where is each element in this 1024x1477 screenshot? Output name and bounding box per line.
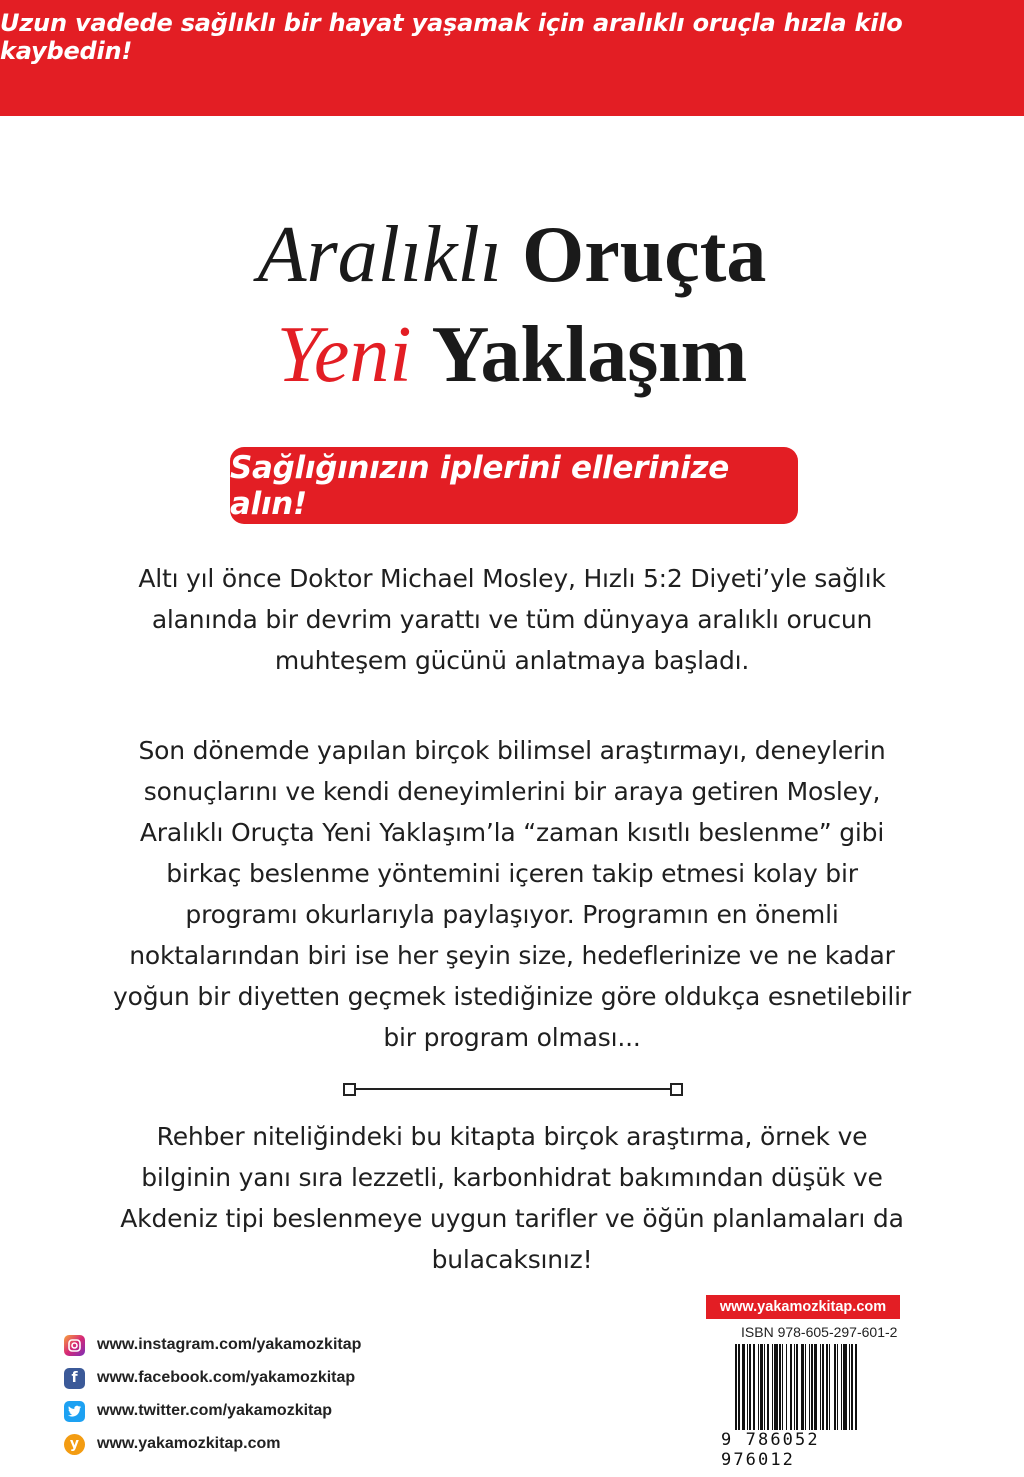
- barcode-bar: [801, 1344, 804, 1430]
- social-instagram[interactable]: [64, 1330, 361, 1360]
- barcode-bar: [820, 1344, 821, 1430]
- barcode-block: [705, 1320, 905, 1470]
- social-twitter[interactable]: [64, 1396, 361, 1426]
- social-website-text: www.yakamozkitap.com: [97, 1435, 281, 1452]
- barcode-bar: [796, 1344, 798, 1430]
- barcode-bar: [786, 1344, 787, 1430]
- title-line2-bold: Yaklaşım: [431, 311, 748, 399]
- barcode-bar: [855, 1344, 857, 1430]
- barcode-bar: [779, 1344, 781, 1430]
- barcode-bar: [814, 1344, 816, 1430]
- paragraph-1: Altı yıl önce Doktor Michael Mosley, Hızlı 5:2 Diyeti’yle sağlık alanında bir devrim yarattı ve tüm dünyaya aralıklı orucun muhteşem gücünü anlatmaya başladı.: [138, 564, 886, 675]
- isbn-label: ISBN 978-605-297-601-2: [741, 1324, 898, 1340]
- banner-text: Uzun vadede sağlıklı bir hayat yaşamak için aralıklı oruçla hızla kilo kaybedin!: [0, 9, 903, 65]
- barcode-bar: [834, 1344, 836, 1430]
- barcode-bar: [809, 1344, 810, 1430]
- tagline-text: Sağlığınızın iplerini ellerinize alın!: [230, 449, 729, 522]
- barcode-bar: [851, 1344, 853, 1430]
- barcode-bar: [790, 1344, 792, 1430]
- barcode-bar: [749, 1344, 751, 1430]
- barcode-bar: [837, 1344, 838, 1430]
- barcode-bar: [774, 1344, 777, 1430]
- social-instagram-text: www.instagram.com/yakamozkitap: [97, 1336, 362, 1353]
- barcode-bar: [849, 1344, 850, 1430]
- twitter-icon: [64, 1401, 85, 1422]
- barcode-bar: [794, 1344, 795, 1430]
- barcode-bar: [738, 1344, 739, 1430]
- title-line-1: [0, 211, 1024, 299]
- barcode-bar: [735, 1344, 737, 1430]
- social-twitter-text: www.twitter.com/yakamozkitap: [97, 1402, 333, 1419]
- title-line1-bold: Oruçta: [522, 211, 767, 299]
- barcode-bar: [742, 1344, 745, 1430]
- barcode-bar: [747, 1344, 748, 1430]
- barcode-bar: [841, 1344, 842, 1430]
- barcode-bar: [753, 1344, 754, 1430]
- paragraph-2: Son dönemde yapılan birçok bilimsel araştırmayı, deneylerin sonuçlarını ve kendi deneyimlerini bir araya getiren Mosley, Aralıklı Oruçta Yeni Yaklaşım’la “zaman kısıtlı beslenme” gibi birkaç beslenme yöntemini içeren takip etmesi kolay bir programı okurlarıyla paylaşıyor. Programın en önemli noktalarından biri ise her şeyin size, hedeflerinize ve ne kadar yoğun bir diyetten geçmek istediğinize göre oldukça esnetilebilir bir program olması...: [113, 736, 911, 1052]
- barcode-bar: [805, 1344, 806, 1430]
- social-facebook-text: www.facebook.com/yakamozkitap: [97, 1369, 356, 1386]
- title-line1-italic: Aralıklı: [257, 211, 503, 299]
- top-banner: [0, 0, 1024, 116]
- yakamoz-icon: y: [64, 1434, 85, 1455]
- barcode-bar: [760, 1344, 762, 1430]
- social-website[interactable]: [64, 1429, 361, 1459]
- divider-line: [353, 1088, 673, 1090]
- barcode-bar: [758, 1344, 759, 1430]
- social-links: [64, 1330, 361, 1462]
- barcode-bar: [767, 1344, 769, 1430]
- website-badge-text: www.yakamozkitap.com: [719, 1299, 887, 1315]
- barcode-bar: [829, 1344, 830, 1430]
- barcode-bar: [782, 1344, 783, 1430]
- barcode-bar: [811, 1344, 813, 1430]
- facebook-icon: f: [64, 1368, 85, 1389]
- social-facebook[interactable]: [64, 1363, 361, 1393]
- barcode-bars: [735, 1344, 901, 1430]
- barcode-bar: [764, 1344, 765, 1430]
- title-line-2: [0, 311, 1024, 399]
- instagram-icon: [64, 1335, 85, 1356]
- isbn-digits: 9 786052 976012: [721, 1430, 820, 1470]
- barcode-bar: [772, 1344, 773, 1430]
- barcode-bar: [822, 1344, 823, 1430]
- paragraph-3: Rehber niteliğindeki bu kitapta birçok araştırma, örnek ve bilginin yanı sıra lezzetli, karbonhidrat bakımından düşük ve Akdeniz tipi beslenmeye uygun tarifler ve öğün planlamaları da bulacaksınız!: [120, 1122, 904, 1274]
- section-divider: [343, 1082, 683, 1096]
- divider-left-square: [343, 1083, 356, 1096]
- website-badge[interactable]: [706, 1295, 900, 1319]
- barcode-bar: [843, 1344, 846, 1430]
- title-line2-italic: Yeni: [276, 311, 412, 399]
- tagline-badge: [230, 447, 798, 524]
- divider-right-square: [670, 1083, 683, 1096]
- barcode-bar: [826, 1344, 828, 1430]
